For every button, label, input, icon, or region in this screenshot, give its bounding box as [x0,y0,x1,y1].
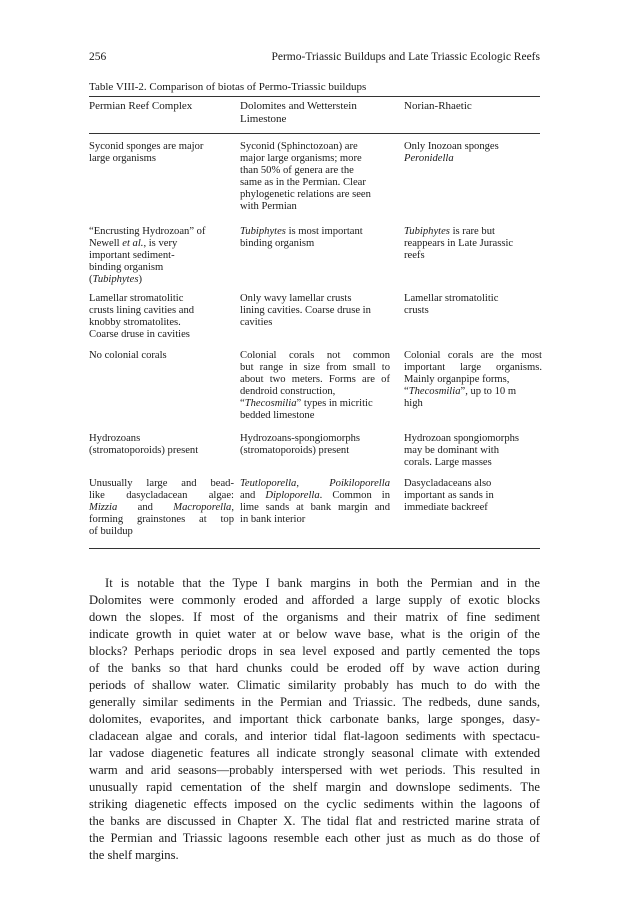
table-cell-line: Tubiphytes is most important [240,226,363,237]
table-cell-line: dendroid construction, [240,386,336,398]
table-cell-line: Unusually large and bead- [89,478,234,489]
table-cell-line: lining cavities. Coarse druse in [240,305,371,317]
table-cell-line: important sediment- [89,250,175,262]
body-line: striking diagenetic effects imposed on the cyclic sediments within the lagoons of [89,797,540,811]
table-cell [89,293,234,341]
column-header-norian [404,100,544,113]
table-cell-line: Syconid (Sphinctozoan) are [240,141,358,152]
table-cell-line: Lamellar stromatolitic [89,293,184,304]
table-cell-line: Hydrozoans-spongiomorphs [240,433,361,444]
table-cell-line: binding organism [240,238,315,250]
table-cell-line: Dasycladaceans also [404,478,492,489]
table-cell [89,350,234,362]
table-cell-line: forming grainstones at top [89,514,234,526]
body-line: blocks? Perhaps periodic drops in sea level exposed and partly cemented the tops [89,644,540,658]
table-cell-line: Colonial corals are the most [404,350,542,361]
table-cell-line: Peronidella [404,153,454,165]
table-cell-line: Hydrozoan spongiomorphs [404,433,520,444]
column-header-permian [89,100,234,113]
table-cell-line: crusts lining cavities and [89,305,195,317]
table-cell-line: high [404,398,423,410]
body-line: Dolomites were commonly eroded and afforded a large supply of exotic blocks [89,593,540,607]
table-cell-line: Only wavy lamellar crusts [240,293,352,304]
table-cell [240,478,390,526]
body-line: It is notable that the Type I bank margins in both the Permian and in the [105,576,540,590]
table-cell-line: (Tubiphytes) [89,274,142,286]
body-line: unusually rapid cementation of the shelf margin and downslope sediments. The [89,780,540,794]
table-cell [404,141,542,165]
table-caption: Table VIII-2. Comparison of biotas of Permo-Triassic buildups [89,81,367,93]
table-cell-line: cavities [240,317,273,329]
table-cell-line: important as sands in [404,490,494,502]
table-cell-line: lime sands at bank margin and [240,502,390,514]
table-cell-line: than 50% of genera are the [240,165,354,177]
table-cell-line: same as in the Permian. Clear [240,177,366,189]
column-header-line: Dolomites and Wetterstein [240,100,357,112]
table-cell-line: immediate backreef [404,502,488,514]
page-header [89,51,540,65]
table-cell-line: No colonial corals [89,350,167,361]
table-cell-line: “Thecosmilia”, up to 10 m [404,386,517,398]
body-line: indicate growth in quiet water at or below wave base, what is the origin of the [89,627,540,641]
running-title: Permo-Triassic Buildups and Late Triassic Ecologic Reefs [271,51,540,63]
table-cell-line: bedded limestone [240,410,315,422]
body-line: the banks are discussed in Chapter X. The tidal flat and restricted marine strata of [89,814,540,828]
table-cell-line: reefs [404,250,425,262]
table-cell [240,226,390,250]
table-cell-line: Coarse druse in cavities [89,329,190,341]
table-cell-line: Teutloporella, Poikiloporella [240,478,390,489]
table-cell-line: Hydrozoans [89,433,141,444]
table-cell-line: (stromatoporoids) present [240,445,350,457]
table-cell-line: Newell et al., is very [89,238,178,250]
body-line: generally similar sediments in the Permian and Triassic. The redbeds, dune sands, [89,695,540,709]
table-cell-line: and Diploporella. Common in [240,490,390,502]
table-cell [240,293,390,329]
table-cell [89,478,234,538]
table-cell-line: crusts [404,305,429,317]
table-bottom-rule [89,548,540,549]
table-cell-line: binding organism [89,262,164,274]
table-cell-line: in bank interior [240,514,306,526]
table-cell-line: Tubiphytes is rare but [404,226,495,237]
table-cell [89,141,234,165]
table-cell-line: “Encrusting Hydrozoan” of [89,226,206,237]
table-cell [404,226,542,262]
table-cell-line: Only Inozoan sponges [404,141,499,152]
table-cell-line: “Thecosmilia” types in micritic [240,398,373,410]
body-line: the shelf margins. [89,848,179,862]
table-cell-line: but range in size from small to [240,362,390,374]
table-cell [89,226,234,286]
table-header-rule [89,133,540,134]
table-cell [240,141,390,214]
table-cell-line: phylogenetic relations are seen [240,189,371,201]
column-header-line: Norian-Rhaetic [404,100,472,112]
table-cell-line: large organisms [89,153,156,165]
table-cell-line: Mainly organpipe forms, [404,374,510,386]
table-cell-line: Colonial corals not common [240,350,390,361]
table-cell-line: may be dominant with [404,445,500,457]
table-cell-line: Lamellar stromatolitic [404,293,499,304]
table-cell [240,350,390,423]
body-line: cladacean algae and corals, and interior tidal flat-lagoon sediments with spectacu- [89,729,540,743]
table-cell-line: (stromatoporoids) present [89,445,199,457]
body-line: of the banks so that hard chunks could be eroded off by wave action during [89,661,540,675]
table-cell-line: like dasycladacean algae: [89,490,234,502]
body-line: periods of shallow water. Climatic similarity probably has much to do with the [89,678,540,692]
table-cell [240,433,390,457]
body-paragraph [89,575,540,864]
table-cell [404,478,542,514]
table-cell-line: Syconid sponges are major [89,141,204,152]
table-cell-line: important large organisms. [404,362,542,374]
table-cell-line: of buildup [89,526,133,538]
table-top-rule [89,96,540,97]
column-header-dolomites [240,100,390,126]
table-cell-line: about two meters. Forms are of [240,374,390,386]
table-cell-line: major large organisms; more [240,153,362,165]
body-line: down the slopes. If most of the organisms and their matrix of fine sediment [89,610,540,624]
column-header-line: Permian Reef Complex [89,100,193,112]
body-line: dolomites, evaporites, and important thick carbonate banks, large sponges, dasy- [89,712,540,726]
table-cell-line: reappears in Late Jurassic [404,238,514,250]
table-cell-line: with Permian [240,201,297,213]
column-header-line: Limestone [240,113,287,125]
table-cell-line: corals. Large masses [404,457,492,469]
table-cell [404,433,542,469]
table-cell-line: knobby stromatolites. [89,317,181,329]
table-cell-line: Mizzia and Macroporella, [89,502,234,514]
page-number: 256 [89,51,107,63]
table-cell [404,293,542,317]
body-line: warm and arid seasons—probably interspersed with wet periods. This resulted in [89,763,540,777]
table-cell [89,433,234,457]
body-line: the Permian and Triassic lagoons resemble each other just as much as do those of [89,831,540,845]
body-line: lar vadose diagenetic features all indicate strongly seasonal climate with extended [89,746,540,760]
table-cell [404,350,542,410]
